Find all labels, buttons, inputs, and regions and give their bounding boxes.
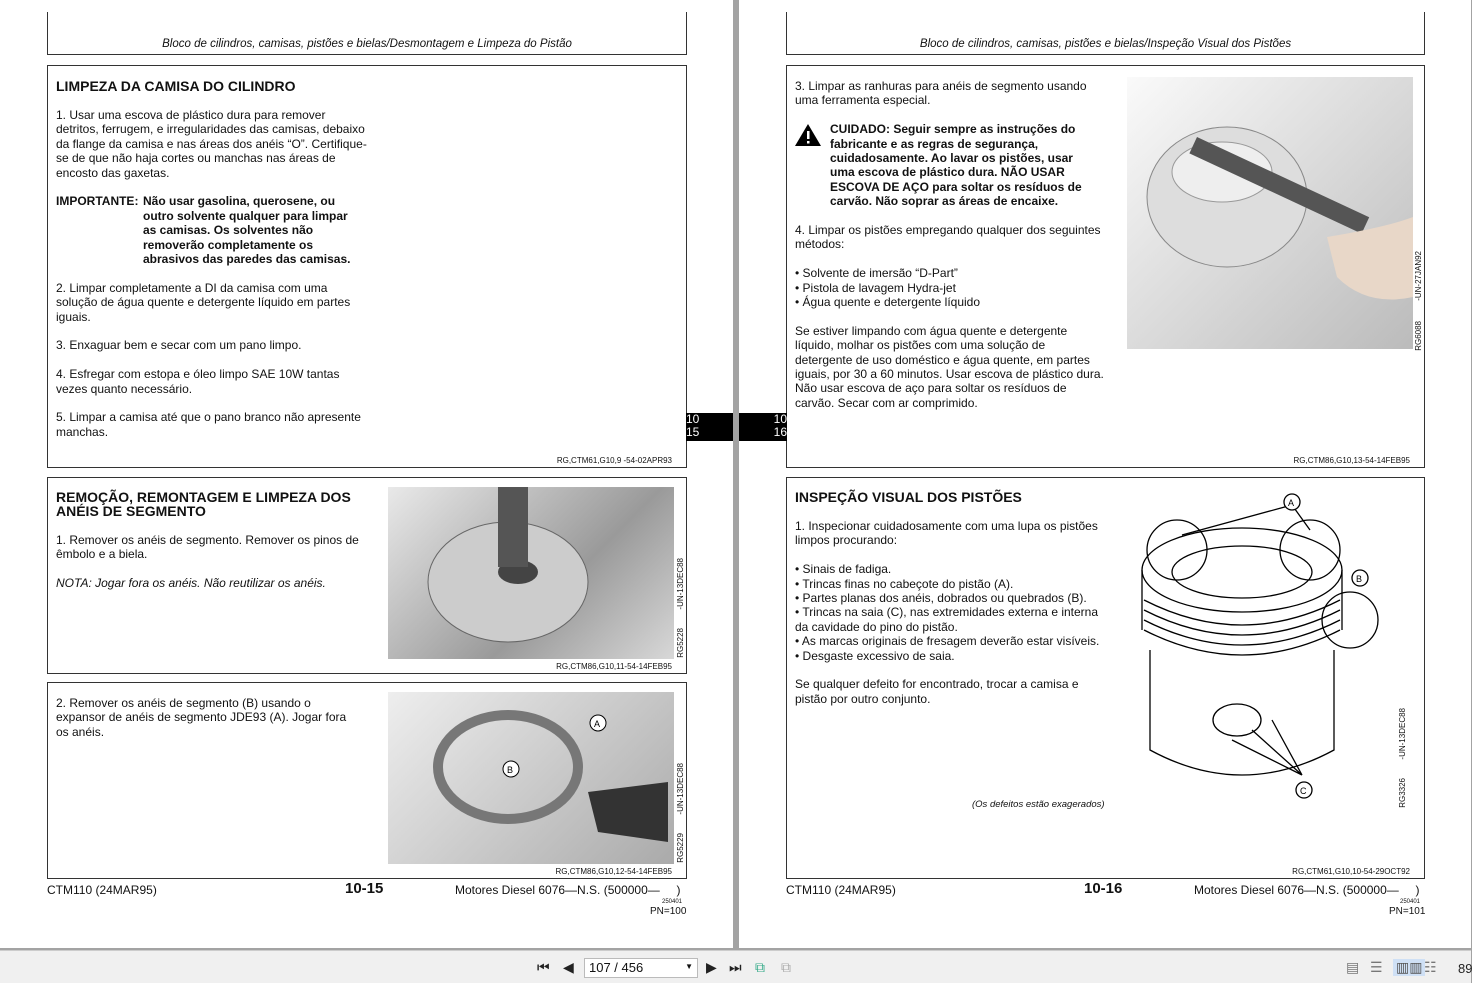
label-b: B xyxy=(507,765,514,775)
section-piston-cleaning xyxy=(786,65,1425,468)
image-code: RG5228 xyxy=(676,628,685,658)
page-header: Bloco de cilindros, camisas, pistões e bielas/Inspeção Visual dos Pistões xyxy=(786,12,1425,55)
list-item: • Desgaste excessivo de saia. xyxy=(795,648,955,663)
step-1: 1. Usar uma escova de plástico dura para remover detritos, ferrugem, e irregularidades das camisas, debaixo da flange da camisa e nas áreas dos anéis “O”. Certifique-se de que não haja cortes ou manchas nas áreas de encosto das gaxetas. xyxy=(56,108,367,180)
image-code: RG5229 xyxy=(676,833,685,863)
list-item: • Água quente e detergente líquido xyxy=(795,295,981,310)
step-3: 3. Limpar as ranhuras para anéis de segmento usando uma ferramenta especial. xyxy=(795,79,1087,108)
step-2: 2. Remover os anéis de segmento (B) usando o expansor de anéis de segmento JDE93 (A). Jogar fora os anéis. xyxy=(56,696,347,739)
reference-code: RG,CTM61,G10,10-54-29OCT92 xyxy=(1292,867,1410,876)
reference-code: RG,CTM86,G10,13-54-14FEB95 xyxy=(1293,456,1410,465)
two-page-view-icon[interactable]: ▥▥ xyxy=(1393,959,1425,976)
piston-defects-diagram xyxy=(1132,490,1392,800)
replacement-instruction: Se qualquer defeito for encontrado, trocar a camisa e pistão por outro conjunto. xyxy=(795,677,1079,706)
reference-code: RG,CTM86,G10,11-54-14FEB95 xyxy=(556,662,672,671)
single-page-view-icon[interactable]: ▤ xyxy=(1346,959,1360,975)
step-1: 1. Inspecionar cuidadosamente com uma lupa os pistões limpos procurando: xyxy=(795,519,1098,548)
footer-title: Motores Diesel 6076—N.S. (500000— ) xyxy=(1194,883,1420,897)
chevron-down-icon: ▼ xyxy=(685,962,693,971)
detergent-instructions: Se estiver limpando com água quente e detergente líquido, molhar os pistões com uma solução de detergente de uso doméstico e água quente, em partes iguais, por 30 a 60 minutos. Usar escova de plástico dura. Não usar escova de aço para soltar os resíduos de carvão. Secar com ar comprimido. xyxy=(795,323,1104,410)
list-item: • As marcas originais de fresagem deverão estar visíveis. xyxy=(795,634,1100,649)
list-item: • Solvente de imersão “D-Part” xyxy=(795,266,958,281)
label-a: A xyxy=(594,719,601,729)
label-a: A xyxy=(1288,498,1295,508)
section-cylinder-liner-cleaning xyxy=(47,65,687,468)
first-page-icon[interactable]: ⏮ xyxy=(537,959,550,975)
section-ring-removal xyxy=(47,477,687,674)
next-view-icon[interactable]: ⧉ xyxy=(781,959,791,975)
previous-view-icon[interactable]: ⧉ xyxy=(755,959,765,975)
caution-text: CUIDADO: Seguir sempre as instruções do fabricante e as regras de segurança, cuidadosamente. Ao lavar os pistões, usar uma escova de plástico dura. NÃO USAR ESCOVA DE AÇO para soltar os resíduos de carvão. Não soprar as áreas de encaixe. xyxy=(830,122,1082,209)
section-piston-inspection xyxy=(786,477,1425,879)
section-title: REMOÇÃO, REMONTAGEM E LIMPEZA DOS ANÉIS DE SEGMENTO xyxy=(56,489,351,519)
right-page xyxy=(739,0,1471,948)
section-tab: 10 15 xyxy=(686,413,733,441)
page-number-select[interactable]: 107 / 456 ▼ xyxy=(584,958,698,978)
last-page-icon[interactable]: ⏭ xyxy=(729,959,742,975)
continuous-view-icon[interactable]: ☰ xyxy=(1370,959,1383,975)
warning-icon xyxy=(795,122,825,148)
left-page xyxy=(0,0,733,948)
figure-caption: (Os defeitos estão exagerados) xyxy=(972,799,1105,810)
step-2: 2. Limpar completamente a DI da camisa com uma solução de água quente e detergente líquido em partes iguais. xyxy=(56,280,351,324)
footer-pn: PN=100 xyxy=(650,906,687,917)
footer-manual: CTM110 (24MAR95) xyxy=(47,883,157,897)
footer-manual: CTM110 (24MAR95) xyxy=(786,883,896,897)
footer-page-number: 10-16 xyxy=(1084,880,1123,897)
next-page-icon[interactable]: ▶ xyxy=(706,959,717,975)
ring-groove-cleaner-photo xyxy=(1127,77,1413,349)
image-date: -UN-13DEC88 xyxy=(676,763,685,815)
important-label: IMPORTANTE: xyxy=(56,194,139,209)
list-item: • Trincas finas no cabeçote do pistão (A). xyxy=(795,576,1014,591)
section-title: LIMPEZA DA CAMISA DO CILINDRO xyxy=(56,78,296,94)
image-date: -UN-13DEC88 xyxy=(1398,708,1407,760)
important-text: Não usar gasolina, querosene, ou outro solvente qualquer para limpar as camisas. Os solventes não removerão completamente os abrasivos das paredes das camisas. xyxy=(143,194,351,267)
list-item: • Pistola de lavagem Hydra-jet xyxy=(795,280,956,295)
methods-list xyxy=(795,266,1105,309)
section-ring-expander xyxy=(47,682,687,879)
reference-code: RG,CTM61,G10,9 -54-02APR93 xyxy=(556,456,672,465)
viewer-toolbar xyxy=(0,950,1471,983)
footer-pn: PN=101 xyxy=(1389,906,1426,917)
image-code: RG3326 xyxy=(1398,778,1407,808)
step-5: 5. Limpar a camisa até que o pano branco não apresente manchas. xyxy=(56,410,361,439)
list-item: • Partes planas dos anéis, dobrados ou quebrados (B). xyxy=(795,591,1087,606)
footer-code: 250401 xyxy=(1400,899,1421,905)
step-4: 4. Limpar os pistões empregando qualquer dos seguintes métodos: xyxy=(795,223,1101,252)
image-date: -UN-13DEC88 xyxy=(676,558,685,610)
list-item: • Trincas na saia (C), nas extremidades externa e interna da cavidade do pino do pistão. xyxy=(795,605,1099,634)
note: NOTA: Jogar fora os anéis. Não reutilizar os anéis. xyxy=(56,576,326,591)
two-page-continuous-view-icon[interactable]: ☷ xyxy=(1424,959,1437,975)
ring-expander-photo xyxy=(388,692,674,864)
section-title: INSPEÇÃO VISUAL DOS PISTÕES xyxy=(795,489,1022,505)
image-code: RG6088 xyxy=(1414,321,1423,351)
zoom-level[interactable]: 89 xyxy=(1458,961,1472,976)
step-1: 1. Remover os anéis de segmento. Remover os pinos de êmbolo e a biela. xyxy=(56,533,359,562)
reference-code: RG,CTM86,G10,12-54-14FEB95 xyxy=(555,867,672,876)
piston-photo xyxy=(388,487,674,659)
page-header: Bloco de cilindros, camisas, pistões e bielas/Desmontagem e Limpeza do Pistão xyxy=(47,12,687,55)
image-date: -UN-27JAN92 xyxy=(1414,251,1423,301)
footer-title: Motores Diesel 6076—N.S. (500000— ) xyxy=(455,883,681,897)
previous-page-icon[interactable]: ◀ xyxy=(563,959,574,975)
label-b: B xyxy=(1356,574,1363,584)
defects-list xyxy=(795,562,1110,663)
list-item: • Sinais de fadiga. xyxy=(795,562,892,577)
section-tab: 10 16 xyxy=(739,413,787,441)
footer-page-number: 10-15 xyxy=(345,880,384,897)
step-3: 3. Enxaguar bem e secar com um pano limpo. xyxy=(56,338,302,353)
footer-code: 250401 xyxy=(662,899,683,905)
label-c: C xyxy=(1300,786,1307,796)
step-4: 4. Esfregar com estopa e óleo limpo SAE 10W tantas vezes quanto necessário. xyxy=(56,367,340,396)
